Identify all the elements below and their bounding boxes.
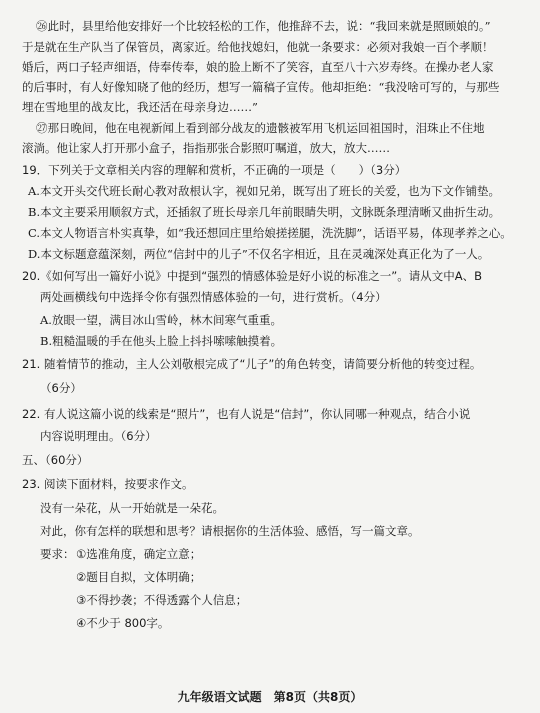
passage-line: 于是就在生产队当了保管员，离家近。给他找媳妇，他就一条要求：必须对我娘一百个孝顺！ <box>22 40 494 54</box>
passage-line: ㉗那日晚间，他在电视新闻上看到部分战友的遗骸被军用飞机运回祖国时，泪珠止不住地 <box>36 121 485 135</box>
passage-line: 滚淌。他让家人打开那小盒子，指指那张合影照叮嘱道，放大，放大…… <box>22 141 390 155</box>
q23-prompt: 对此，你有怎样的联想和思考？请根据你的生活体验、感悟，写一篇文章。 <box>40 524 420 538</box>
q23-material: 没有一朵花，从一开始就是一朵花。 <box>40 501 224 515</box>
question-20-stem: 20.《如何写出一篇好小说》中提到“强烈的情感体验是好小说的标准之一”。请从文中A、B <box>22 269 482 283</box>
q23-requirement: ③不得抄袭；不得透露个人信息； <box>76 593 248 607</box>
question-22-stem: 内容说明理由。（6分） <box>40 429 157 443</box>
passage-line: ㉖此时，县里给他安排好一个比较轻松的工作，他推辞不去，说：“我回来就是照顾娘的。” <box>36 19 491 33</box>
question-23-stem: 23. 阅读下面材料，按要求作文。 <box>22 477 194 491</box>
question-20-stem: 两处画横线句中选择令你有强烈情感体验的一句，进行赏析。（4分） <box>40 290 387 304</box>
section-five-heading: 五、（60分） <box>22 453 89 467</box>
q23-requirements-label: 要求： <box>40 547 75 561</box>
question-19-stem: 19．下列关于文章相关内容的理解和赏析，不正确的一项是（ ）（3分） <box>22 163 407 177</box>
q23-requirement: ④不少于 800字。 <box>76 616 170 630</box>
q19-option-c: C.本文人物语言朴实真挚，如“我还想回庄里给娘搓搓腿，洗洗脚”，话语平易，体现孝养之心。 <box>28 226 512 240</box>
passage-line: 的后事时，有人好像知晓了他的经历，想写一篇稿子宣传。他却拒绝：“我没啥可写的，与那些 <box>22 80 500 94</box>
q19-option-d: D.本文标题意蕴深刻，两位“信封中的儿子”不仅名字相近，且在灵魂深处真正化为了一人。 <box>28 247 490 261</box>
passage-line: 婚后，两口子轻声细语，侍奉传奉，娘的脸上断不了笑容，直至八十六岁寿终。在操办老人家 <box>22 60 494 74</box>
question-21-stem: 21. 随着情节的推动，主人公刘敬根完成了“儿子”的角色转变，请简要分析他的转变过程。 <box>22 357 482 371</box>
question-22-stem: 22. 有人说这篇小说的线索是“照片”，也有人说是“信封”，你认同哪一种观点，结合小说 <box>22 407 471 421</box>
page-footer: 九年级语文试题 第8页（共8页） <box>177 690 363 704</box>
passage-line: 埋在雪地里的战友比，我还活在母亲身边……” <box>22 100 258 114</box>
q19-option-a: A.本文开头交代班长耐心教对敌根认字，视如兄弟，既写出了班长的关爱，也为下文作铺垫。 <box>28 184 500 198</box>
q23-requirement: ②题目自拟，文体明确； <box>76 570 202 584</box>
question-21-score: （6分） <box>40 381 82 395</box>
q20-option-a: A.放眼一望，满目冰山雪岭，林木间寒气重重。 <box>40 313 282 327</box>
q20-option-b: B.粗糙温暖的手在他头上脸上抖抖嗦嗦触摸着。 <box>40 334 283 348</box>
q19-option-b: B.本文主要采用顺叙方式，还插叙了班长母亲几年前眼睛失明，文脉既条理清晰又曲折生动。 <box>28 205 501 219</box>
q23-requirement: ①选准角度，确定立意； <box>76 547 202 561</box>
